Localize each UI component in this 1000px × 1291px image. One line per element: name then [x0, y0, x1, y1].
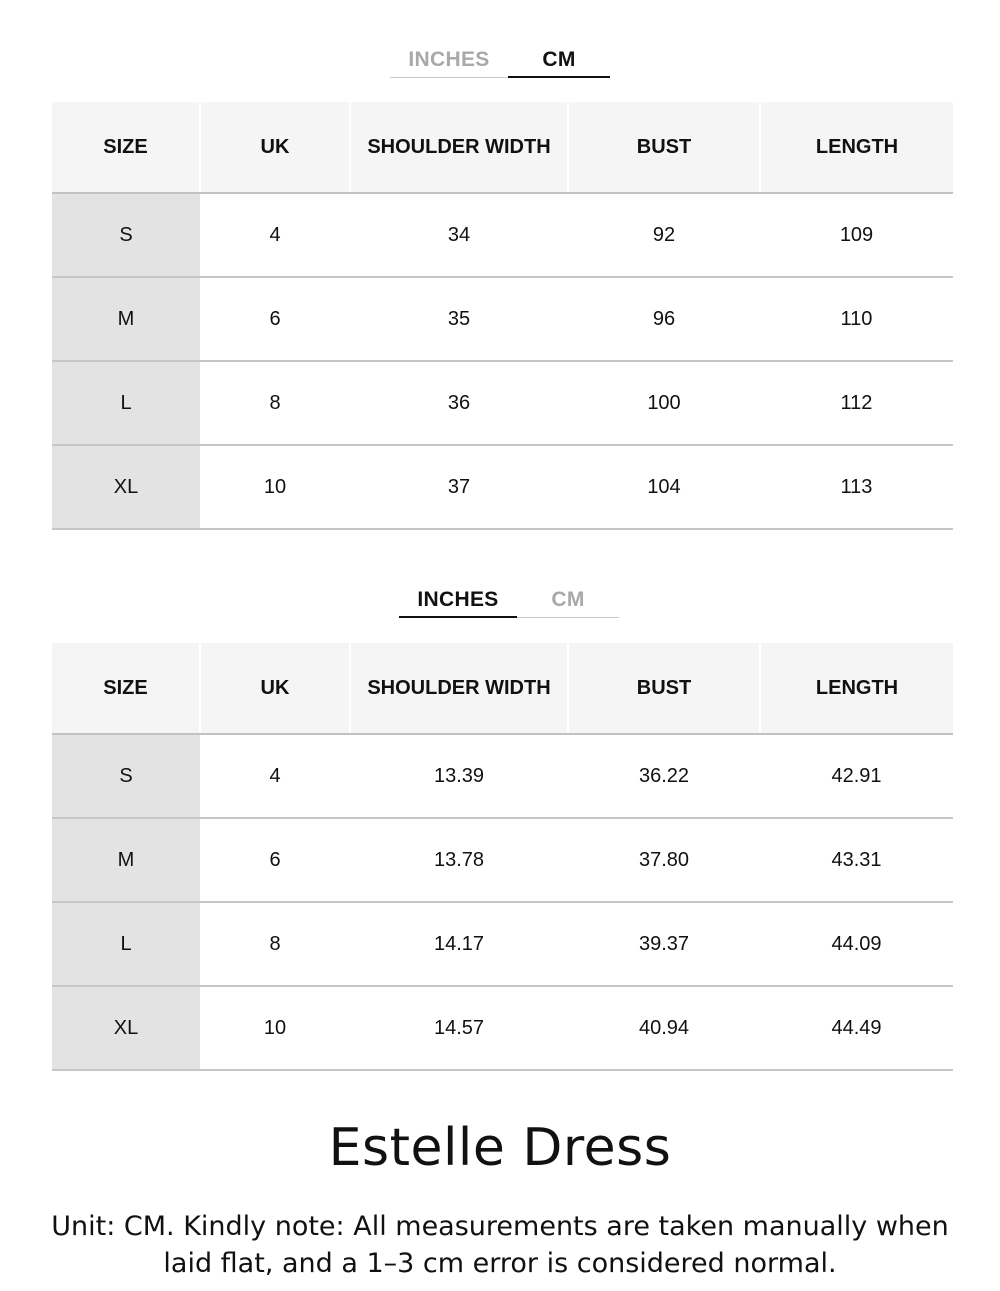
unit-tabs-bottom: [399, 578, 619, 618]
bust-cell: 36.22: [568, 734, 760, 818]
length-cell: 44.09: [760, 902, 953, 986]
header-bust: BUST: [568, 102, 760, 193]
bust-cell: 100: [568, 361, 760, 445]
shoulder-cell: 34: [350, 193, 568, 277]
shoulder-cell: 14.17: [350, 902, 568, 986]
header-length: LENGTH: [760, 643, 953, 734]
tab-cm[interactable]: CM: [508, 38, 610, 78]
shoulder-cell: 35: [350, 277, 568, 361]
bust-cell: 92: [568, 193, 760, 277]
length-cell: 109: [760, 193, 953, 277]
header-shoulder-width: SHOULDER WIDTH: [350, 643, 568, 734]
uk-cell: 4: [200, 193, 350, 277]
size-cell: XL: [52, 445, 200, 529]
shoulder-cell: 14.57: [350, 986, 568, 1070]
uk-cell: 6: [200, 818, 350, 902]
uk-cell: 6: [200, 277, 350, 361]
size-cell: S: [52, 193, 200, 277]
uk-cell: 10: [200, 445, 350, 529]
size-cell: S: [52, 734, 200, 818]
table-row: [52, 193, 953, 277]
bust-cell: 104: [568, 445, 760, 529]
length-cell: 44.49: [760, 986, 953, 1070]
header-bust: BUST: [568, 643, 760, 734]
bust-cell: 96: [568, 277, 760, 361]
header-shoulder-width: SHOULDER WIDTH: [350, 102, 568, 193]
size-table-cm: [52, 102, 953, 530]
bust-cell: 39.37: [568, 902, 760, 986]
uk-cell: 10: [200, 986, 350, 1070]
size-cell: L: [52, 902, 200, 986]
length-cell: 112: [760, 361, 953, 445]
table-header-row: [52, 643, 953, 734]
table-row: [52, 902, 953, 986]
uk-cell: 8: [200, 902, 350, 986]
shoulder-cell: 13.39: [350, 734, 568, 818]
table-row: [52, 734, 953, 818]
uk-cell: 4: [200, 734, 350, 818]
size-cell: M: [52, 277, 200, 361]
tab-inches[interactable]: INCHES: [390, 38, 508, 78]
measurement-note: Unit: CM. Kindly note: All measurements are taken manually when laid flat, and a 1–3 cm error is considered normal.: [51, 1211, 949, 1279]
size-cell: L: [52, 361, 200, 445]
uk-cell: 8: [200, 361, 350, 445]
shoulder-cell: 13.78: [350, 818, 568, 902]
table-header-row: [52, 102, 953, 193]
table-row: [52, 277, 953, 361]
tab-cm[interactable]: CM: [517, 578, 619, 618]
table-row: [52, 445, 953, 529]
product-title: Estelle Dress: [328, 1118, 672, 1178]
unit-tabs-top: [390, 38, 610, 78]
header-uk: UK: [200, 643, 350, 734]
table-row: [52, 361, 953, 445]
size-cell: M: [52, 818, 200, 902]
length-cell: 110: [760, 277, 953, 361]
header-uk: UK: [200, 102, 350, 193]
header-size: SIZE: [52, 102, 200, 193]
size-table-inches: [52, 643, 953, 1071]
tab-inches[interactable]: INCHES: [399, 578, 517, 618]
size-cell: XL: [52, 986, 200, 1070]
header-size: SIZE: [52, 643, 200, 734]
bust-cell: 37.80: [568, 818, 760, 902]
header-length: LENGTH: [760, 102, 953, 193]
shoulder-cell: 36: [350, 361, 568, 445]
length-cell: 43.31: [760, 818, 953, 902]
length-cell: 42.91: [760, 734, 953, 818]
shoulder-cell: 37: [350, 445, 568, 529]
length-cell: 113: [760, 445, 953, 529]
table-row: [52, 818, 953, 902]
bust-cell: 40.94: [568, 986, 760, 1070]
table-row: [52, 986, 953, 1070]
